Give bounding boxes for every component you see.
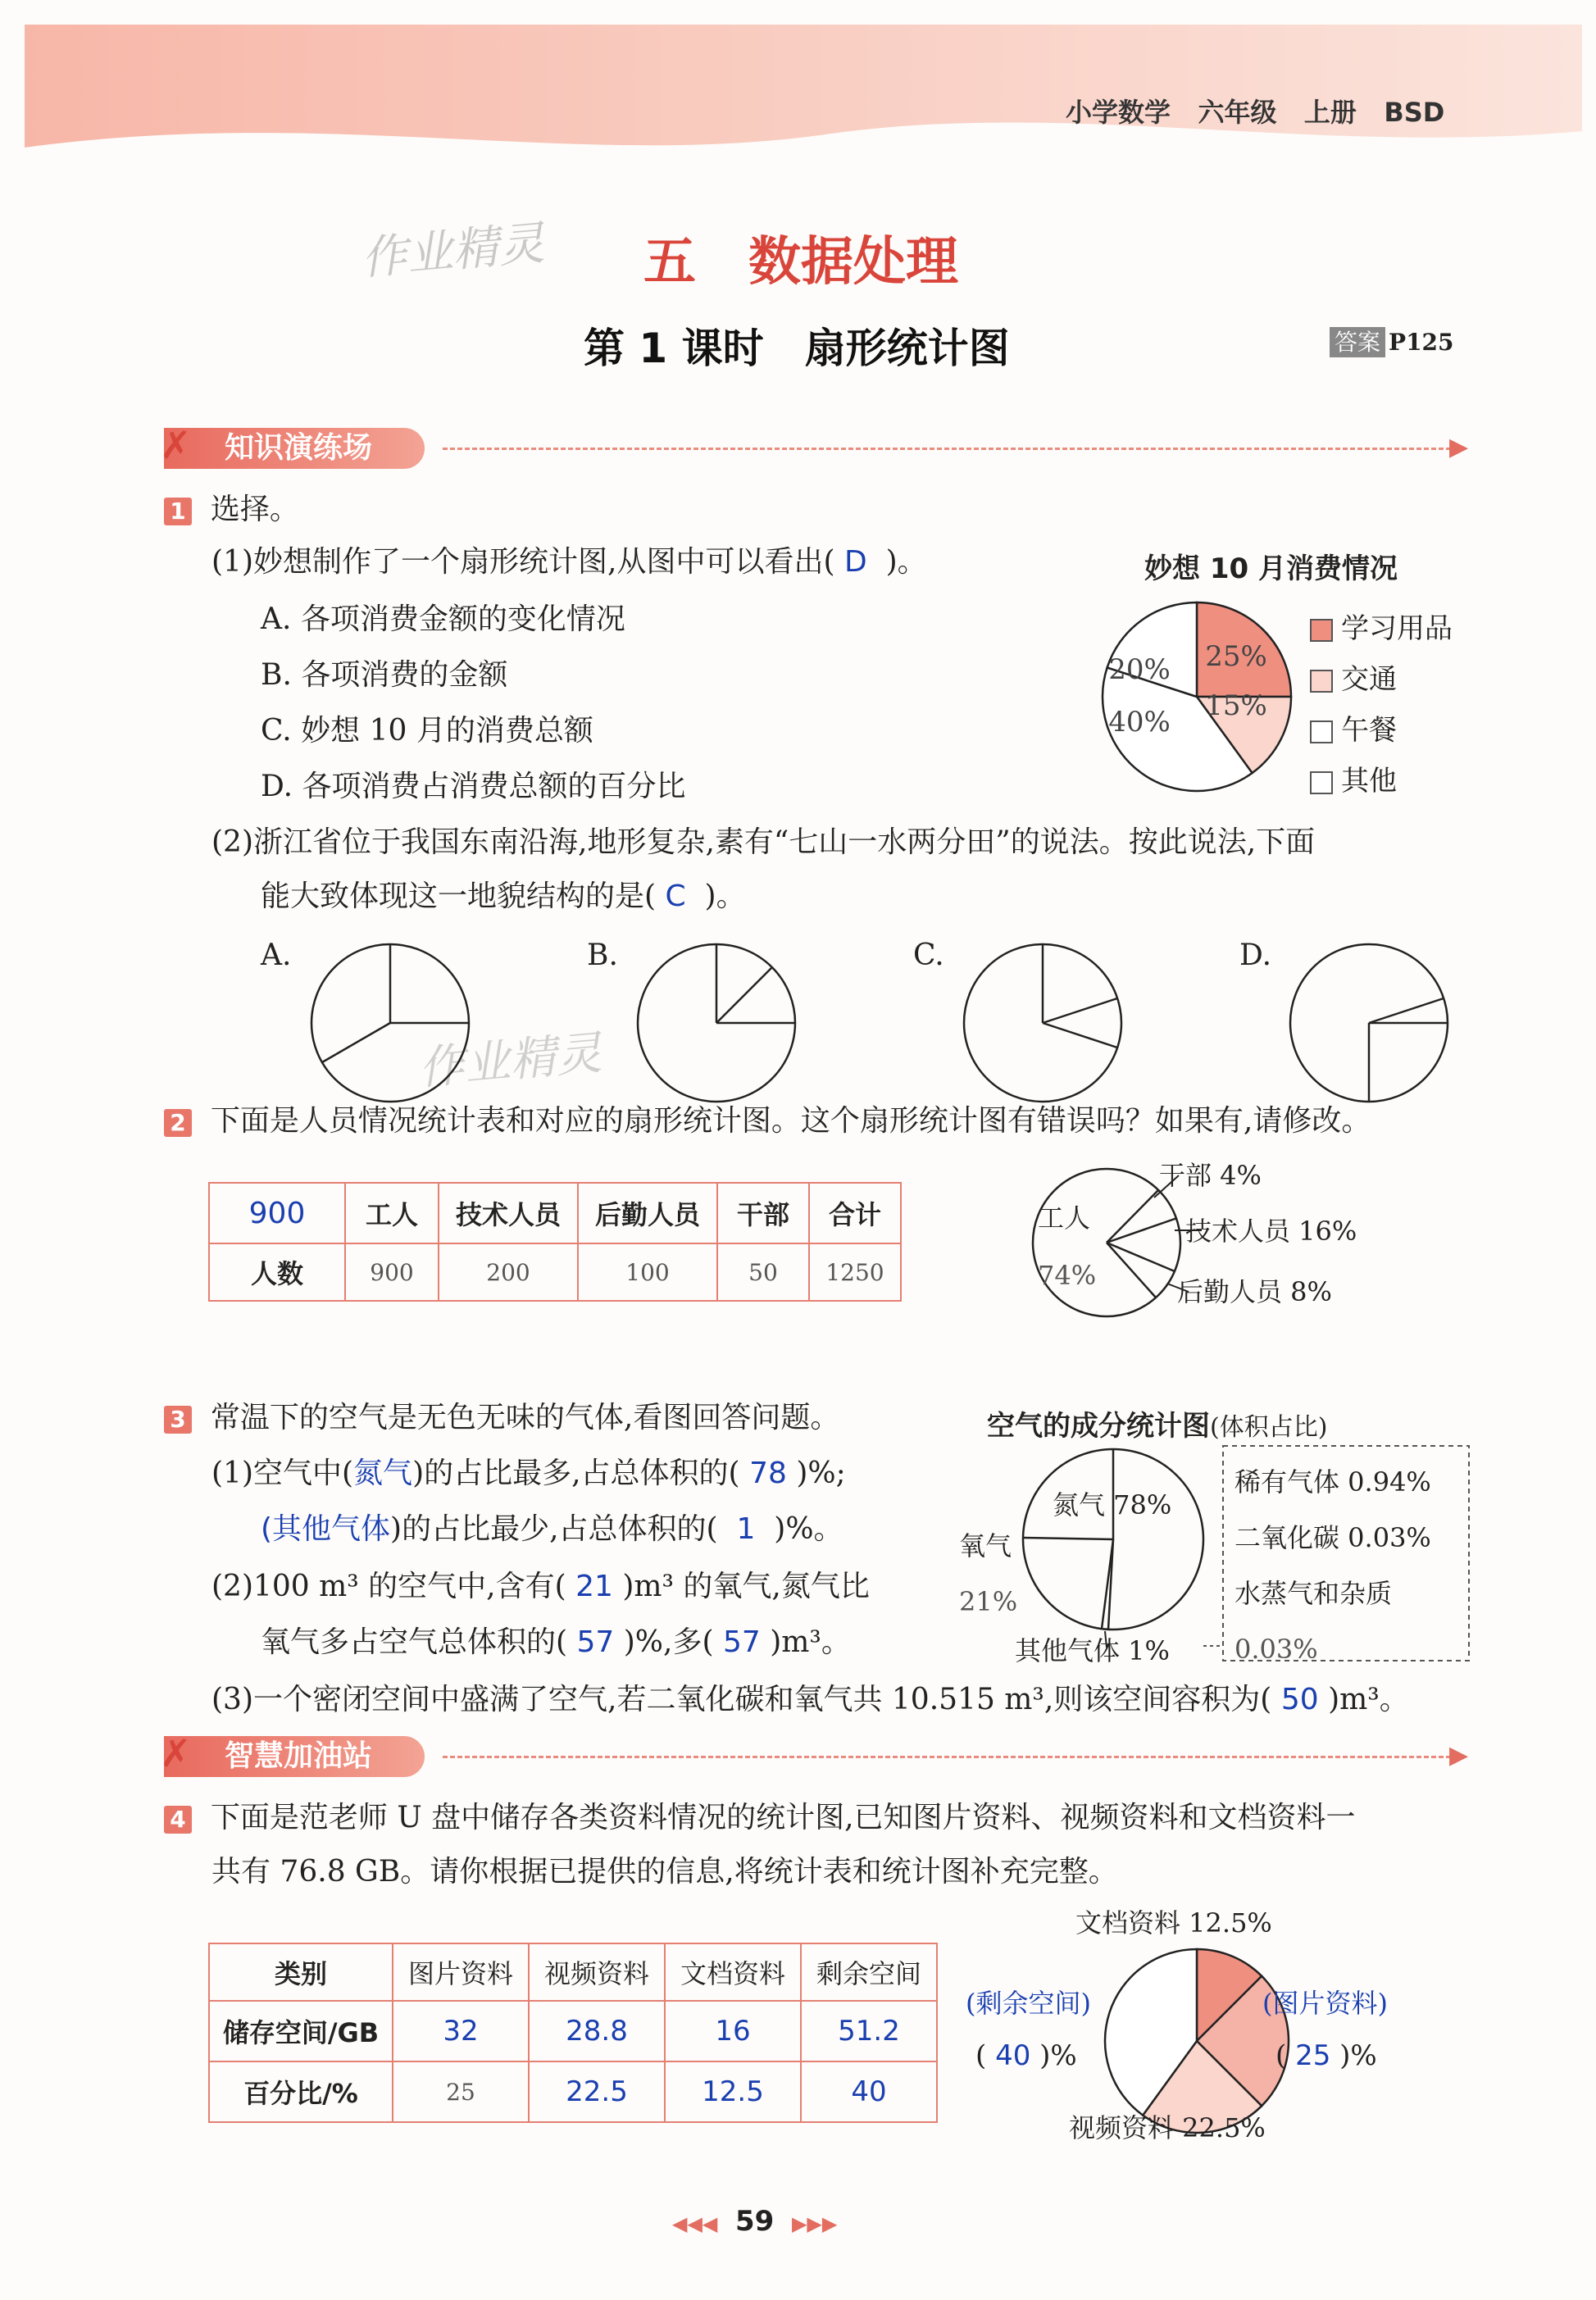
table-header: 图片资料 (393, 1943, 529, 2001)
pie-option-label: C. (913, 939, 944, 972)
chart4-pie (1098, 1943, 1295, 2139)
answer-blank[interactable]: 21 (575, 1570, 613, 1603)
section-label: 知识演练场 (225, 431, 373, 465)
chart3-title: 空气的成分统计图(体积占比) (987, 1410, 1328, 1443)
pie-option-a[interactable] (308, 941, 472, 1105)
chart1-title: 妙想 10 月消费情况 (1144, 552, 1398, 585)
pie-option-d[interactable] (1287, 941, 1451, 1105)
q2-stem: 2 下面是人员情况统计表和对应的扇形统计图。这个扇形统计图有错误吗？如果有,请修改。 (164, 1105, 1371, 1138)
q4-line1: 4 下面是范老师 U 盘中储存各类资料情况的统计图,已知图片资料、视频资料和文档资料一 (164, 1802, 1356, 1834)
header-volume: 上册 (1303, 97, 1357, 128)
arrow-icon: ▶ (1449, 433, 1469, 461)
answer-blank[interactable]: 78 (749, 1457, 787, 1490)
option-b: B. 各项消费的金额 (261, 658, 508, 692)
section-bar-1 (164, 428, 425, 469)
header-subject: 小学数学 (1066, 97, 1171, 128)
legend-item: 学习用品 (1310, 603, 1453, 654)
answer-blank[interactable]: D (843, 545, 867, 579)
table-corner[interactable]: 900 (209, 1183, 345, 1243)
answer-blank[interactable]: 40 (995, 2039, 1031, 2072)
chart1-legend (1310, 603, 1453, 807)
page-footer (672, 2205, 837, 2238)
chart3-label: 氧气 (959, 1530, 1012, 1561)
table-header: 合计 (809, 1183, 901, 1243)
answer-page: P125 (1389, 329, 1454, 356)
section-divider (443, 448, 1451, 450)
header-banner (0, 0, 1596, 164)
q1-stem: 1 选择。 (164, 493, 299, 526)
q1-part2-line2: 能大致体现这一地貌结构的是( C )。 (261, 880, 746, 913)
q3-stem: 3 常温下的空气是无色无味的气体,看图回答问题。 (164, 1402, 839, 1434)
legend-item: 交通 (1310, 654, 1453, 705)
watermark: 作业精灵 (358, 216, 547, 286)
q1-part2-line1: (2)浙江省位于我国东南沿海,地形复杂,素有“七山一水两分田”的说法。按此说法,下面 (211, 825, 1316, 859)
row-label: 百分比/% (209, 2061, 393, 2122)
table-cell[interactable]: 32 (393, 2001, 529, 2061)
table-cell: 1250 (809, 1243, 901, 1301)
chart3-label: 21% (959, 1586, 1018, 1617)
lesson-title: 第 1 课时 扇形统计图 (584, 325, 1010, 372)
table-cell: 200 (439, 1243, 578, 1301)
chart4-pct-b: ( 40 )% (975, 2039, 1077, 2072)
answer-blank[interactable]: 25 (1295, 2039, 1331, 2072)
q1-part1: (1)妙想制作了一个扇形统计图,从图中可以看出( D )。 (211, 545, 927, 579)
pie-option-label: B. (587, 939, 618, 972)
prev-arrows-icon: ◀◀◀ (672, 2212, 718, 2235)
answer-blank[interactable]: 57 (576, 1625, 615, 1659)
chart3-detail: 二氧化碳 0.03% (1235, 1522, 1431, 1553)
chart2-label: 干部 4% (1159, 1160, 1262, 1191)
next-arrows-icon: ▶▶▶ (791, 2212, 838, 2235)
table-cell[interactable]: 12.5 (665, 2061, 801, 2122)
table-cell[interactable]: 22.5 (529, 2061, 665, 2122)
table-cell[interactable]: 16 (665, 2001, 801, 2061)
chart3-detail: 水蒸气和杂质 (1235, 1578, 1393, 1609)
q4-line2: 共有 76.8 GB。请你根据已提供的信息,将统计表和统计图补充完整。 (211, 1855, 1118, 1889)
chart2-label: 工人 (1038, 1202, 1091, 1234)
table-cell: 25 (393, 2061, 529, 2122)
table-cell: 100 (578, 1243, 717, 1301)
table-header: 技术人员 (439, 1183, 578, 1243)
q1-number: 1 (164, 498, 192, 525)
legend-item: 午餐 (1310, 705, 1453, 756)
q2-table (208, 1182, 902, 1302)
chart2-label: 技术人员 16% (1185, 1216, 1357, 1247)
chart4-label: (图片资料) (1262, 1988, 1388, 2019)
runner-icon: ✗ (160, 423, 192, 467)
watermark: 作业精灵 (416, 1026, 604, 1096)
table-header: 类别 (209, 1943, 393, 2001)
pie-data-label: 15% (1205, 689, 1267, 722)
row-label: 储存空间/GB (209, 2001, 393, 2061)
table-cell: 900 (345, 1243, 439, 1301)
unit-title: 五 数据处理 (643, 232, 958, 293)
answer-blank[interactable]: C (665, 880, 686, 913)
legend-swatch (1310, 771, 1333, 794)
legend-item: 其他 (1310, 756, 1453, 807)
legend-swatch (1310, 720, 1333, 743)
chart2-label: 后勤人员 8% (1177, 1276, 1332, 1307)
runner-icon: ✗ (160, 1731, 192, 1775)
answer-blank[interactable]: (其他气体 (261, 1512, 391, 1546)
pie-option-c[interactable] (961, 941, 1125, 1105)
table-cell: 50 (717, 1243, 809, 1301)
option-d: D. 各项消费占消费总额的百分比 (261, 770, 686, 803)
chart3-detail: 0.03% (1235, 1634, 1318, 1665)
chart4-label: (剩余空间) (966, 1988, 1091, 2019)
section-bar-2 (164, 1736, 425, 1777)
option-c: C. 妙想 10 月的消费总额 (261, 714, 593, 748)
q3-line2: (其他气体)的占比最少,占总体积的( 1 )%。 (261, 1512, 843, 1546)
q4-table (208, 1943, 938, 2123)
q3-line3: (2)100 m³ 的空气中,含有( 21 )m³ 的氧气,氮气比 (211, 1570, 870, 1603)
page-number: 59 (735, 2205, 775, 2238)
pie-option-label: D. (1239, 939, 1272, 972)
legend-swatch (1310, 670, 1333, 693)
answer-blank[interactable]: 1 (736, 1512, 756, 1546)
answer-tag: 答案 (1330, 327, 1385, 357)
table-cell[interactable]: 51.2 (801, 2001, 937, 2061)
chart4-label: 文档资料 12.5% (1075, 1907, 1272, 1939)
table-header: 文档资料 (665, 1943, 801, 2001)
q4-number: 4 (164, 1806, 192, 1834)
q3-line1: (1)空气中(氮气)的占比最多,占总体积的( 78 )%; (211, 1457, 846, 1490)
answer-blank[interactable]: 50 (1280, 1683, 1319, 1716)
pie-option-label: A. (261, 939, 292, 972)
answer-blank[interactable]: 氮气 (353, 1457, 413, 1490)
legend-swatch (1310, 619, 1333, 642)
table-cell[interactable]: 28.8 (529, 2001, 665, 2061)
q3-line5: (3)一个密闭空间中盛满了空气,若二氧化碳和氧气共 10.515 m³,则该空间容积为( 50 )m³。 (211, 1683, 1409, 1716)
chart3-label: 氮气 78% (1053, 1489, 1172, 1520)
chart2-label: 74% (1038, 1260, 1097, 1291)
table-header: 后勤人员 (578, 1183, 717, 1243)
q3-number: 3 (164, 1406, 192, 1434)
chart3-detail: 稀有气体 0.94% (1235, 1466, 1431, 1498)
section-label: 智慧加油站 (225, 1739, 373, 1773)
pie-data-label: 20% (1108, 653, 1171, 686)
table-header: 剩余空间 (801, 1943, 937, 2001)
table-header: 工人 (345, 1183, 439, 1243)
chart1-pie (1090, 590, 1336, 803)
chart4-label: 视频资料 22.5% (1069, 2112, 1266, 2143)
q2-number: 2 (164, 1109, 192, 1137)
row-label: 人数 (209, 1243, 345, 1301)
pie-option-b[interactable] (634, 941, 798, 1105)
pie-data-label: 25% (1205, 640, 1267, 673)
table-header: 干部 (717, 1183, 809, 1243)
table-cell[interactable]: 40 (801, 2061, 937, 2122)
option-a: A. 各项消费金额的变化情况 (261, 602, 625, 636)
section-divider (443, 1756, 1451, 1758)
pie-data-label: 40% (1108, 706, 1171, 739)
table-header: 视频资料 (529, 1943, 665, 2001)
header-grade: 六年级 (1198, 97, 1277, 128)
chart3-label: 其他气体 1% (1015, 1635, 1170, 1666)
answer-ref[interactable] (1330, 325, 1454, 357)
chart4-pct-a: ( 25 )% (1275, 2039, 1377, 2072)
header-edition: BSD (1384, 97, 1445, 128)
q3-line4: 氧气多占空气总体积的( 57 )%,多( 57 )m³。 (261, 1625, 851, 1659)
answer-blank[interactable]: 57 (722, 1625, 761, 1659)
header-info (1066, 92, 1444, 130)
arrow-icon: ▶ (1449, 1741, 1469, 1770)
